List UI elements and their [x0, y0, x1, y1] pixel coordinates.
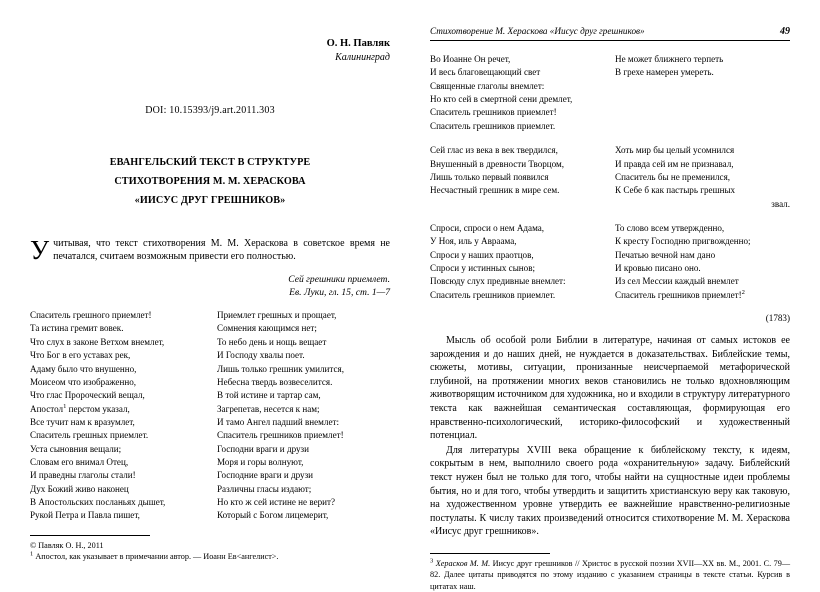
- verse-block-3-column-1: [430, 222, 605, 302]
- footnote-3: [430, 558, 790, 592]
- drop-cap: У: [30, 234, 50, 265]
- verse-line: Сей глас из века в век твердился,: [430, 145, 558, 156]
- footnote-divider-right: [430, 553, 550, 554]
- verse-line: Небесна твердь возвеселится.: [217, 376, 333, 387]
- verse-line: Спроси, спроси о нем Адама,: [430, 222, 545, 233]
- verse-line: Спаситель бы не пременился,: [615, 171, 731, 182]
- verse-line: Моисеом что изображенно,: [30, 376, 137, 387]
- footnote-3-author: Херасков М. М.: [435, 559, 491, 569]
- verse-line: Приемлет грешных и прощает,: [217, 310, 337, 321]
- verse-line: Господни враги и друзи: [217, 443, 309, 454]
- footnote-1-text: Апостол, как указывает в примечании автор. — Иоанн Ев<ангелист>.: [35, 551, 279, 561]
- verse-line: Спаситель грешников приемлет.: [430, 289, 556, 300]
- poem-year: (1783): [765, 313, 790, 324]
- verse-line: В грехе намерен умереть.: [615, 67, 714, 78]
- footnote-1-marker: 1: [30, 550, 34, 558]
- verse-column-2: [217, 309, 390, 523]
- footnote-divider: [30, 535, 150, 536]
- epigraph: [30, 274, 390, 300]
- verse-line: И Господу хвалы поет.: [217, 350, 305, 361]
- verse-line: Спаситель грешников приемлет!: [430, 107, 557, 118]
- verse-line: Уста сыновния вещали;: [30, 443, 122, 454]
- intro-paragraph: [30, 234, 390, 265]
- verse-line: То небо день и нощь вещает: [217, 336, 327, 347]
- verse-line: И весь благовещающий свет: [430, 67, 541, 78]
- verse-line: Рукой Петра и Павла пишет,: [30, 510, 140, 521]
- verse-block-2-column-1: [430, 144, 605, 211]
- verse-line: И правда сей им не признавал,: [615, 158, 734, 169]
- running-head-title: Стихотворение М. Хераскова «Иисус друг грешников»: [430, 26, 645, 36]
- verse-line: Сомнения кающимся нет;: [217, 323, 317, 334]
- verse-block-3: [430, 222, 790, 302]
- verse-line: Дух Божий живо наконец: [30, 483, 129, 494]
- epigraph-line-1: Сей грешники приемлет.: [288, 274, 390, 286]
- verse-block-1-column-2: [615, 53, 790, 133]
- title-line-2: СТИХОТВОРЕНИЯ М. М. ХЕРАСКОВА: [114, 175, 306, 187]
- verse-line: Что глас Пророческий вещал,: [30, 390, 145, 401]
- verse-line: Что Бог в его уставах рек,: [30, 350, 131, 361]
- verse-line: Но кто ж сей истине не верит?: [217, 497, 336, 508]
- verse-line: И тамо Ангел падший внемлет:: [217, 416, 339, 427]
- verse-line: Различны гласы издают;: [217, 483, 312, 494]
- verse-line: Священные глаголы внемлет:: [430, 80, 545, 91]
- verse-line: Но кто сей в смертной сени дремлет,: [430, 94, 573, 105]
- intro-text: читывая, что текст стихотворения М. М. Хераскова в советское время не печатался, считаем возможным привести его полностью.: [53, 237, 390, 263]
- verse-line: Спроси у истинных сынов;: [430, 263, 536, 274]
- two-column-layout: [30, 26, 791, 591]
- verse-line: Хоть мир бы целый усомнился: [615, 145, 735, 156]
- verse-line: И кровью писано оно.: [615, 263, 701, 274]
- author-city: Калининград: [335, 52, 390, 63]
- verse-line: Все тучит нам к вразумлет,: [30, 416, 135, 427]
- verse-line: В Апостольских посланьях дышет,: [30, 497, 166, 508]
- verse-line: Моря и горы волнуют,: [217, 457, 304, 468]
- verse-line: И праведны глаголы стали!: [30, 470, 136, 481]
- verse-line: К Себе б как пастырь грешных: [615, 185, 736, 196]
- footnote-3-marker: 3: [430, 557, 434, 565]
- verse-line: Повсюду слух предивные внемлет:: [430, 276, 566, 287]
- verse-line: Который с Богом лицемерит,: [217, 510, 329, 521]
- body-paragraph-1: Мысль об особой роли Библии в литературе, начиная от самых истоков ее зарождения и до наших дней, не нуждается в доказательствах. Библейские темы, сюжеты, мотивы, ситуации, пронизанные неисчерпаемой метафорической глубиной, на протяжении многих веков становились не только вдохновляющим животворящим источником для художника, но и входили в структуру литературного текста как важнейшая семантическая составляющая, формирующая его нравственно-психологический, историко-философский и художественный потенциал.: [430, 335, 790, 442]
- verse-line: То слово всем утвержденно,: [615, 222, 725, 233]
- verse-line: Спроси у наших праотцов,: [430, 249, 534, 260]
- verse-line: К кресту Господню пригвожденно;: [615, 236, 751, 247]
- verse-line: Во Иоанне Он речет,: [430, 54, 511, 64]
- page-number: 49: [780, 26, 790, 37]
- running-head: [430, 26, 790, 41]
- verse-line: Загрепетав, несется к нам;: [217, 403, 320, 414]
- verse-block-1-column-1: [430, 53, 605, 133]
- verse-line: У Ноя, иль у Авраама,: [430, 236, 517, 247]
- verse-block-1: [430, 53, 790, 133]
- epigraph-line-2: Ев. Луки, гл. 15, ст. 1—7: [289, 287, 390, 299]
- verse-line: Спаситель грешного приемлет!: [30, 310, 152, 321]
- body-paragraph-2: Для литературы XVIII века обращение к библейскому тексту, к идеям, сокрытым в нем, выполнило своего рода «охранительную» задачу. Библейский текст нужен был не только для того, чтобы найти на сущностные идеи проблемы бытия, но и для того, чтобы утвердить и защитить христианскую веру как таковую, на художественном уровне утвердить ее важнейшие нравственно-религиозные постулаты. К числу таких произведений относится стихотворение М. М. Хераскова «Иисус друг грешников».: [430, 444, 790, 538]
- footnote-1: [30, 551, 390, 562]
- article-author: О. Н. Павляк: [326, 38, 390, 49]
- verse-line: Не может ближнего терпеть: [615, 54, 724, 64]
- right-column: [424, 26, 791, 591]
- article-title: [30, 154, 390, 211]
- verse-line: Спаситель грешников приемлет.: [430, 120, 556, 131]
- verse-line: Внушенный в древности Творцом,: [430, 158, 565, 169]
- copyright-note: © Павляк О. Н., 2011: [30, 540, 104, 550]
- verse-line: Лишь только грешник умилится,: [217, 363, 344, 374]
- verse-line: звал.: [771, 198, 790, 209]
- verse-line: Из сел Мессии каждый внемлет: [615, 276, 739, 287]
- verse-line: Та истина гремит вовек.: [30, 323, 124, 334]
- verse-line: Несчастный грешник в мире сем.: [430, 185, 560, 196]
- verse-line: Печатью вечной нам дано: [615, 249, 716, 260]
- verse-line: Лишь только первый появился: [430, 171, 549, 182]
- verse-block-3-column-2: [615, 222, 790, 302]
- verse-line: Спаситель грешников приемлет!$^2$: [615, 288, 745, 300]
- verse-column-1: [30, 309, 203, 523]
- verse-line: Что слух в законе Ветхом внемлет,: [30, 336, 165, 347]
- verse-line: Спаситель грешных приемлет.: [30, 430, 149, 441]
- title-line-3: «ИИСУС ДРУГ ГРЕШНИКОВ»: [134, 194, 286, 206]
- verse-line: Господние враги и друзи: [217, 470, 314, 481]
- title-line-1: ЕВАНГЕЛЬСКИЙ ТЕКСТ В СТРУКТУРЕ: [109, 157, 311, 168]
- footnote-3-text: Иисус друг грешников // Христос в русской поэзии XVII—XX вв. М., 2001. С. 79—82. Далее цитаты приводятся по этому изданию с указанием страницы в тексте статьи. Курсив в цитатах наш.: [430, 559, 791, 591]
- verse-left-page: [30, 309, 390, 523]
- verse-line: Словам его внимал Отец,: [30, 457, 129, 468]
- verse-line: В той истине и тартар сам,: [217, 390, 321, 401]
- verse-line: Адаму было что внушенно,: [30, 363, 137, 374]
- verse-line: Спаситель грешников приемлет!: [217, 430, 344, 441]
- verse-block-2: [430, 144, 790, 211]
- left-column: [30, 26, 396, 562]
- doi-line: DOI: 10.15393/j9.art.2011.303: [145, 105, 275, 116]
- verse-line: Апостол$^1$ перстом указал,: [30, 402, 130, 414]
- verse-block-2-column-2: [615, 144, 790, 211]
